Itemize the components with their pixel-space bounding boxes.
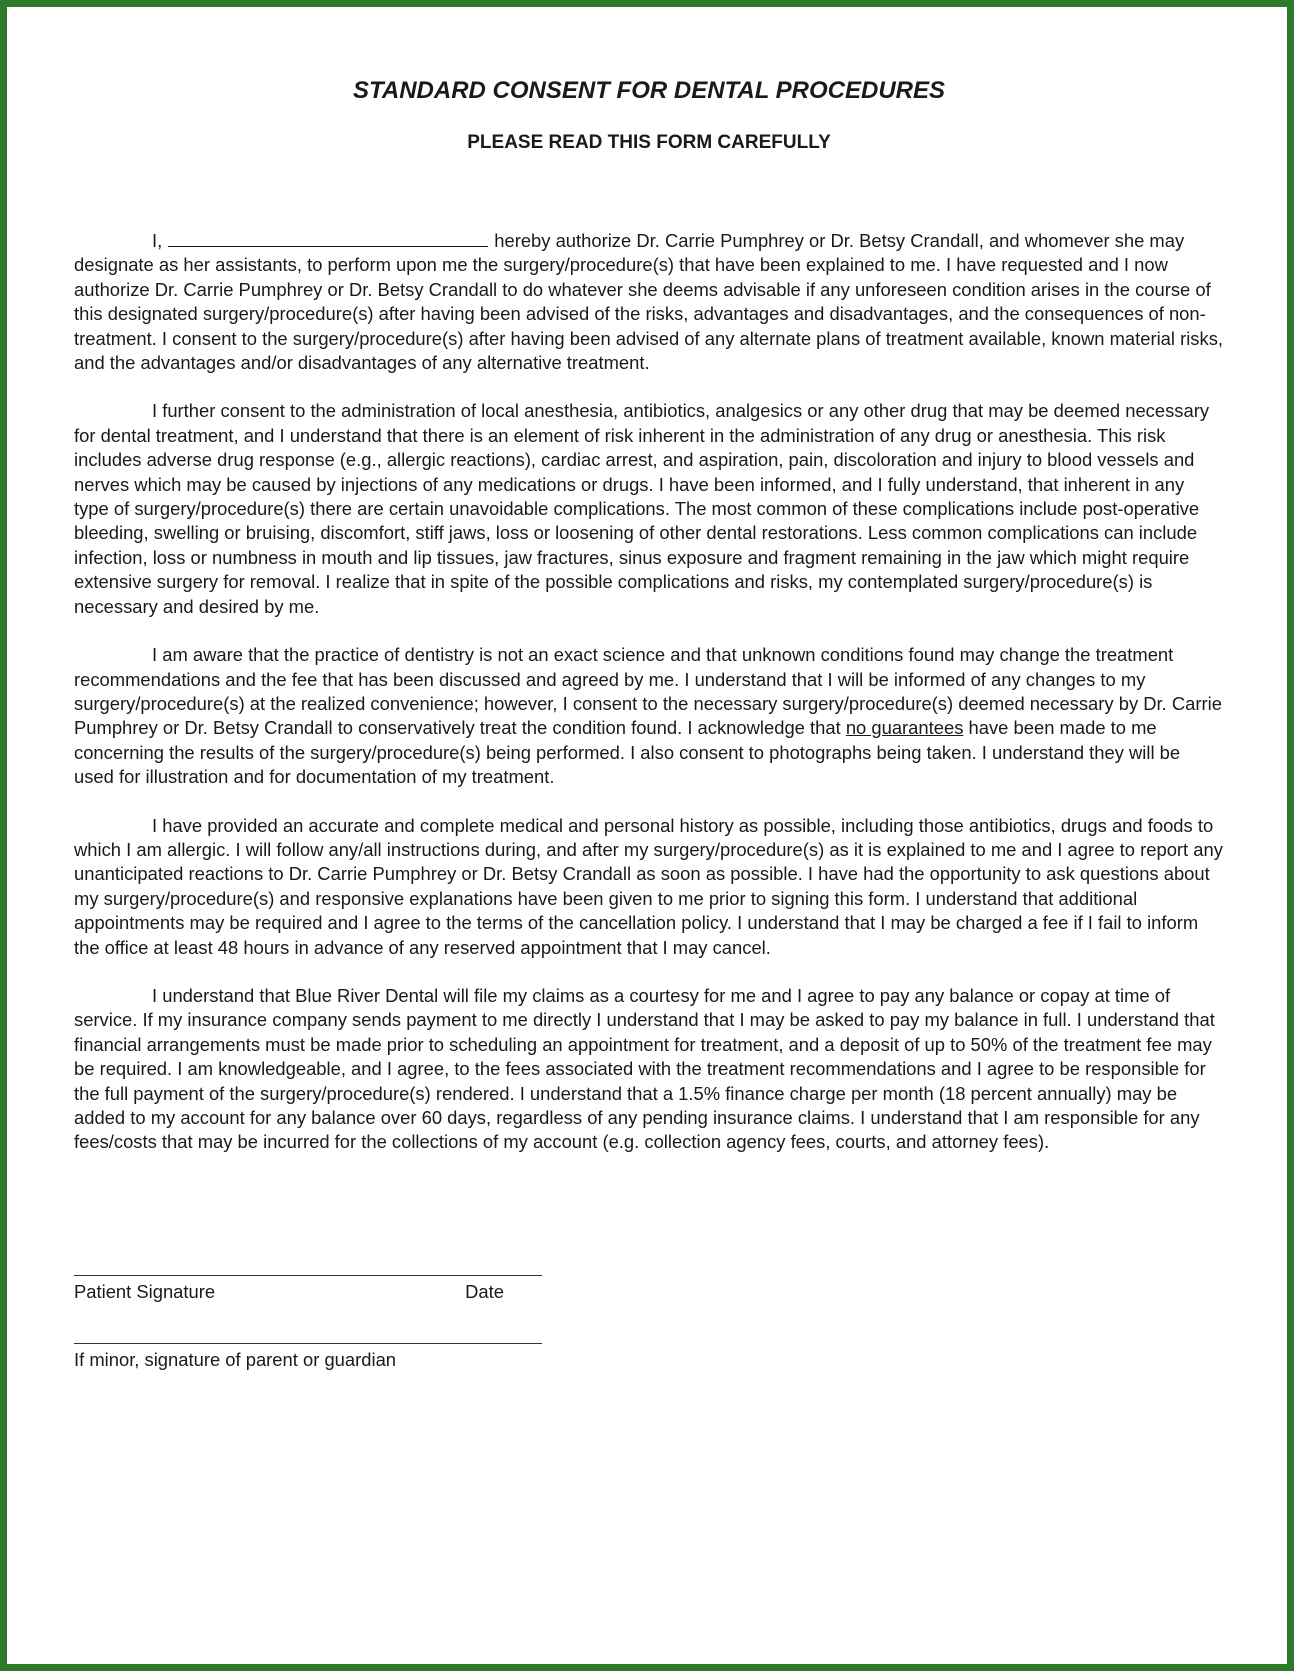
authorization-text: hereby authorize Dr. Carrie Pumphrey or Dr. Betsy Crandall, and whomever she may designate as her assistants, to perform upon me the surgery/procedure(s) that have been explained to me. I have requested and I now authorize Dr. Carrie Pumphrey or Dr. Betsy Crandall to do whatever she deems advisable if any unforeseen condition arises in the course of this designated surgery/procedure(s) after having been advised of the risks, advantages and disadvantages, and the consequences of non-treatment. I consent to the surgery/procedure(s) after having been advised of any alternate plans of treatment available, known material risks, and the advantages and/or disadvantages of any alternative treatment. (74, 230, 1224, 374)
dentistry-text-after: have been made to me concerning the results of the surgery/procedure(s) being performed. I also consent to photographs being taken. I understand they will be used for illustration and for documentation of my treatment. (74, 717, 1181, 788)
no-guarantees-underlined: no guarantees (845, 717, 964, 739)
paragraph-anesthesia: I further consent to the administration of local anesthesia, antibiotics, analgesics or any other drug that may be deemed necessary for dental treatment, and I understand that there is an element of risk inherent in the administration of any drug or anesthesia. This risk includes adverse drug response (e.g., allergic reactions), cardiac arrest, and aspiration, pain, discoloration and injury to blood vessels and nerves which may be caused by injections of any medications or drugs. I have been informed, and I fully understand, that inherent in any type of surgery/procedure(s) there are certain unavoidable complications. The most common of these complications include post-operative bleeding, swelling or bruising, discomfort, stiff jaws, loss or loosening of other dental restorations. Less common complications can include infection, loss or numbness in mouth and lip tissues, jaw fractures, sinus exposure and fragment remaining in the jaw which might require extensive surgery for removal. I realize that in spite of the possible complications and risks, my contemplated surgery/procedure(s) is necessary and desired by me. (74, 400, 1210, 617)
paragraph-financial: I understand that Blue River Dental will file my claims as a courtesy for me and I agree to pay any balance or copay at time of service. If my insurance company sends payment to me directly I understand that I may be asked to pay my balance in full. I understand that financial arrangements must be made prior to scheduling an appointment for treatment, and a deposit of up to 50% of the treatment fee may be required. I am knowledgeable, and I agree, to the fees associated with the treatment recommendations and I agree to be responsible for the full payment of the surgery/procedure(s) rendered. I understand that a 1.5% finance charge per month (18 percent annually) may be added to my account for any balance over 60 days, regardless of any pending insurance claims. I understand that I am responsible for any fees/costs that may be incurred for the collections of my account (e.g. collection agency fees, courts, and attorney fees). (74, 984, 1215, 1153)
paragraph-authorization (74, 228, 1224, 375)
paragraph-medical-history: I have provided an accurate and complete medical and personal history as possible, including those antibiotics, drugs and foods to which I am allergic. I will follow any/all instructions during, and after my surgery/procedure(s) as it is explained to me and I agree to report any unanticipated reactions to Dr. Carrie Pumphrey or Dr. Betsy Crandall as soon as possible. I have had the opportunity to ask questions about my surgery/procedure(s) and responsive explanations have been given to me prior to signing this form. I understand that additional appointments may be required and I agree to the terms of the cancellation policy. I understand that I may be charged a fee if I fail to inform the office at least 48 hours in advance of any reserved appointment that I may cancel. (74, 814, 1223, 958)
guardian-signature-label: If minor, signature of parent or guardian (74, 1349, 397, 1370)
form-body (74, 228, 1224, 1179)
dentistry-text-before: I am aware that the practice of dentistry is not an exact science and that unknown conditions found may change the treatment recommendations and the fee that has been discussed and agreed by me. I understand that I will be informed of any changes to my surgery/procedure(s) at the realized convenience; however, I consent to the necessary surgery/procedure(s) deemed necessary by Dr. Carrie Pumphrey or Dr. Betsy Crandall to conservatively treat the condition found. I acknowledge that (74, 644, 1222, 739)
patient-signature-block (74, 1275, 544, 1304)
form-title: STANDARD CONSENT FOR DENTAL PROCEDURES (352, 77, 946, 104)
date-label: Date (465, 1281, 504, 1302)
paragraph-dentistry-science (74, 643, 1224, 789)
patient-name-blank[interactable] (168, 228, 488, 247)
guardian-signature-block (74, 1343, 544, 1372)
form-subtitle: PLEASE READ THIS FORM CAREFULLY (467, 132, 831, 153)
authorization-prefix: I, (152, 230, 163, 251)
patient-signature-label: Patient Signature (74, 1281, 216, 1302)
